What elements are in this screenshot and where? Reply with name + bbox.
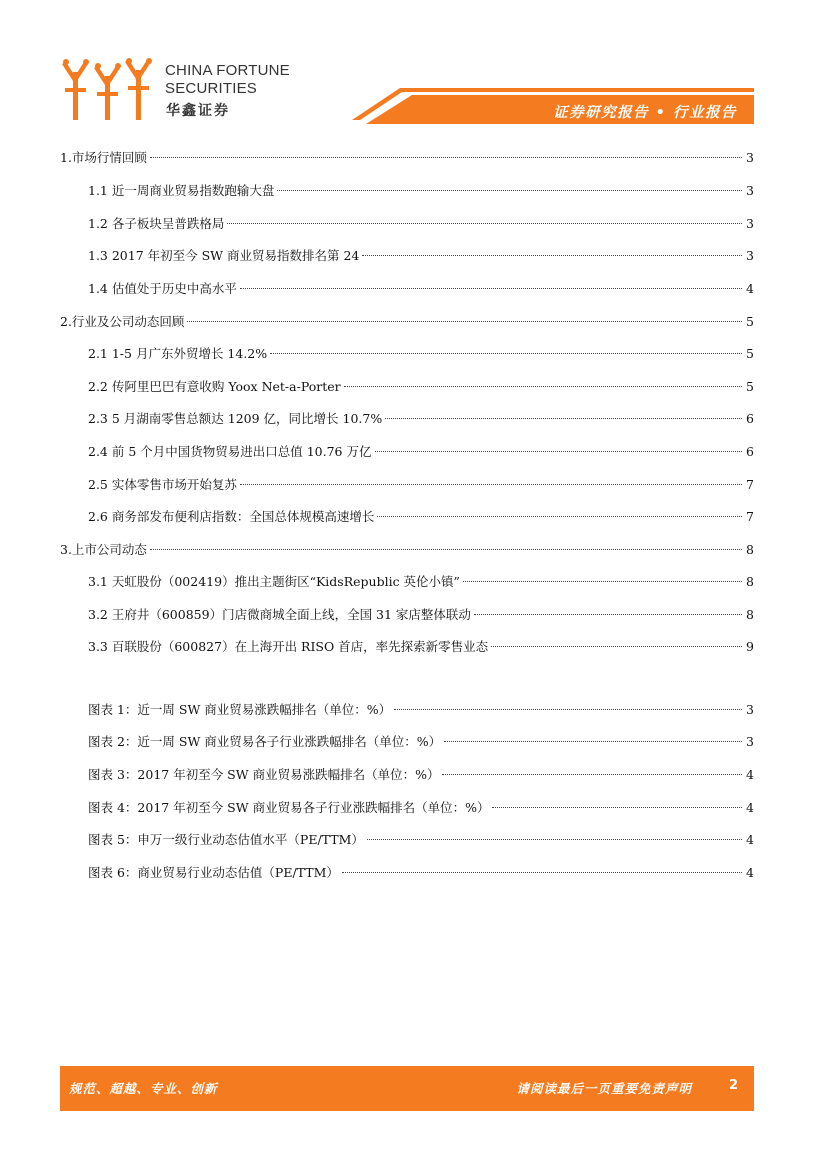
toc-entry-page: 8 <box>746 574 754 589</box>
footer-band <box>60 1066 754 1111</box>
brand-name-en-line2: SECURITIES <box>165 80 258 97</box>
figure-entry-text: 图表 5：申万一级行业动态估值水平（PE/TTM） <box>88 832 364 847</box>
figure-entry[interactable] <box>88 798 754 818</box>
toc-entry[interactable] <box>88 181 754 201</box>
toc-entry-text: 1.3 2017 年初至今 SW 商业贸易指数排名第 24 <box>88 248 360 263</box>
toc-leader <box>270 353 742 354</box>
toc-entry[interactable] <box>88 475 754 495</box>
figure-entry[interactable] <box>88 732 754 752</box>
figure-entry[interactable] <box>88 830 754 850</box>
toc-entry-page: 5 <box>746 379 754 394</box>
toc-entry-text: 3.2 王府井（600859）门店微商城全面上线，全国 31 家店整体联动 <box>88 607 471 622</box>
toc-entry-page: 5 <box>746 346 754 361</box>
toc-entry-text: 1.1 近一周商业贸易指数跑输大盘 <box>88 183 275 198</box>
toc-entry[interactable] <box>88 605 754 625</box>
figure-entry-text: 图表 3：2017 年初至今 SW 商业贸易涨跌幅排名（单位：%） <box>88 767 440 782</box>
brand-name-en-line1: CHINA FORTUNE <box>165 62 290 79</box>
toc-leader <box>442 774 742 775</box>
toc-entry-page: 4 <box>746 281 754 296</box>
figure-entry-page: 3 <box>746 734 754 749</box>
toc-entry[interactable] <box>88 214 754 234</box>
toc-leader <box>342 872 742 873</box>
toc-entry-text: 2.5 实体零售市场开始复苏 <box>88 477 237 492</box>
toc-entry[interactable] <box>60 148 754 168</box>
toc-entry-text: 2.1 1-5 月广东外贸增长 14.2% <box>88 346 268 361</box>
toc-leader <box>492 807 742 808</box>
toc-entry-page: 5 <box>746 314 754 329</box>
toc-entry-page: 7 <box>746 509 754 524</box>
figure-entry-text: 图表 2：近一周 SW 商业贸易各子行业涨跌幅排名（单位：%） <box>88 734 442 749</box>
toc-entry-text: 3.3 百联股份（600827）在上海开出 RISO 首店，率先探索新零售业态 <box>88 639 489 654</box>
toc-entry[interactable] <box>88 279 754 299</box>
toc-leader <box>394 709 742 710</box>
logo-icon <box>60 58 160 122</box>
figure-entry-text: 图表 4：2017 年初至今 SW 商业贸易各子行业涨跌幅排名（单位：%） <box>88 800 490 815</box>
toc-leader <box>367 839 742 840</box>
figure-entry-text: 图表 6：商业贸易行业动态估值（PE/TTM） <box>88 865 339 880</box>
figure-entry-page: 4 <box>746 865 754 880</box>
toc-entry[interactable] <box>88 409 754 429</box>
toc-entry-text: 1.市场行情回顾 <box>60 150 147 165</box>
toc-entry[interactable] <box>88 344 754 364</box>
toc-leader <box>227 223 742 224</box>
toc-entry[interactable] <box>88 377 754 397</box>
figure-entry[interactable] <box>88 863 754 883</box>
toc-entry-page: 6 <box>746 444 754 459</box>
toc-entry-text: 3.1 天虹股份（002419）推出主题街区“KidsRepublic 英伦小镇” <box>88 574 460 589</box>
toc-entry-text: 3.上市公司动态 <box>60 542 147 557</box>
figure-entry-page: 4 <box>746 800 754 815</box>
toc-entry-page: 3 <box>746 150 754 165</box>
toc-entry-text: 2.4 前 5 个月中国货物贸易进出口总值 10.76 万亿 <box>88 444 372 459</box>
toc-entry-text: 2.2 传阿里巴巴有意收购 Yoox Net-a-Porter <box>88 379 341 394</box>
toc-leader <box>187 321 742 322</box>
report-type-title: 证券研究报告 • 行业报告 <box>553 105 737 121</box>
toc-entry-page: 9 <box>746 639 754 654</box>
toc-entry[interactable] <box>88 637 754 657</box>
figure-entry-text: 图表 1：近一周 SW 商业贸易涨跌幅排名（单位：%） <box>88 702 392 717</box>
figure-entry-page: 4 <box>746 832 754 847</box>
toc-leader <box>240 288 742 289</box>
figure-entry-page: 3 <box>746 702 754 717</box>
toc-entry-page: 6 <box>746 411 754 426</box>
brand-name-cn: 华鑫证券 <box>166 103 230 119</box>
toc-entry[interactable] <box>60 540 754 560</box>
toc-entry-text: 2.6 商务部发布便利店指数：全国总体规模高速增长 <box>88 509 375 524</box>
toc-leader <box>474 614 742 615</box>
figure-entry[interactable] <box>88 765 754 785</box>
toc-leader <box>377 516 742 517</box>
toc-entry[interactable] <box>60 312 754 332</box>
toc-entry-page: 8 <box>746 542 754 557</box>
figure-entry-page: 4 <box>746 767 754 782</box>
toc-leader <box>240 484 742 485</box>
toc-leader <box>375 451 743 452</box>
toc-entry-text: 1.4 估值处于历史中高水平 <box>88 281 237 296</box>
toc-entry-page: 3 <box>746 216 754 231</box>
toc-leader <box>150 549 742 550</box>
toc-leader <box>344 386 742 387</box>
toc-leader <box>385 418 742 419</box>
figure-entry[interactable] <box>88 700 754 720</box>
toc-entry-page: 7 <box>746 477 754 492</box>
toc-leader <box>491 646 742 647</box>
toc-entry-text: 2.3 5 月湖南零售总额达 1209 亿，同比增长 10.7% <box>88 411 383 426</box>
brand-name-en <box>165 62 290 98</box>
toc-entry-text: 2.行业及公司动态回顾 <box>60 314 185 329</box>
toc-leader <box>362 255 742 256</box>
toc-leader <box>150 157 742 158</box>
toc-entry[interactable] <box>88 246 754 266</box>
toc-leader <box>463 581 742 582</box>
page-number: 2 <box>728 1078 738 1093</box>
toc-entry[interactable] <box>88 442 754 462</box>
toc-entry-page: 3 <box>746 183 754 198</box>
toc-entry-page: 3 <box>746 248 754 263</box>
toc-entry[interactable] <box>88 572 754 592</box>
footer-motto: 规范、超越、专业、创新 <box>69 1081 218 1096</box>
toc-entry-text: 1.2 各子板块呈普跌格局 <box>88 216 225 231</box>
footer-disclaimer: 请阅读最后一页重要免责声明 <box>516 1081 692 1096</box>
toc-leader <box>444 741 742 742</box>
toc-entry-page: 8 <box>746 607 754 622</box>
toc-leader <box>277 190 742 191</box>
toc-entry[interactable] <box>88 507 754 527</box>
